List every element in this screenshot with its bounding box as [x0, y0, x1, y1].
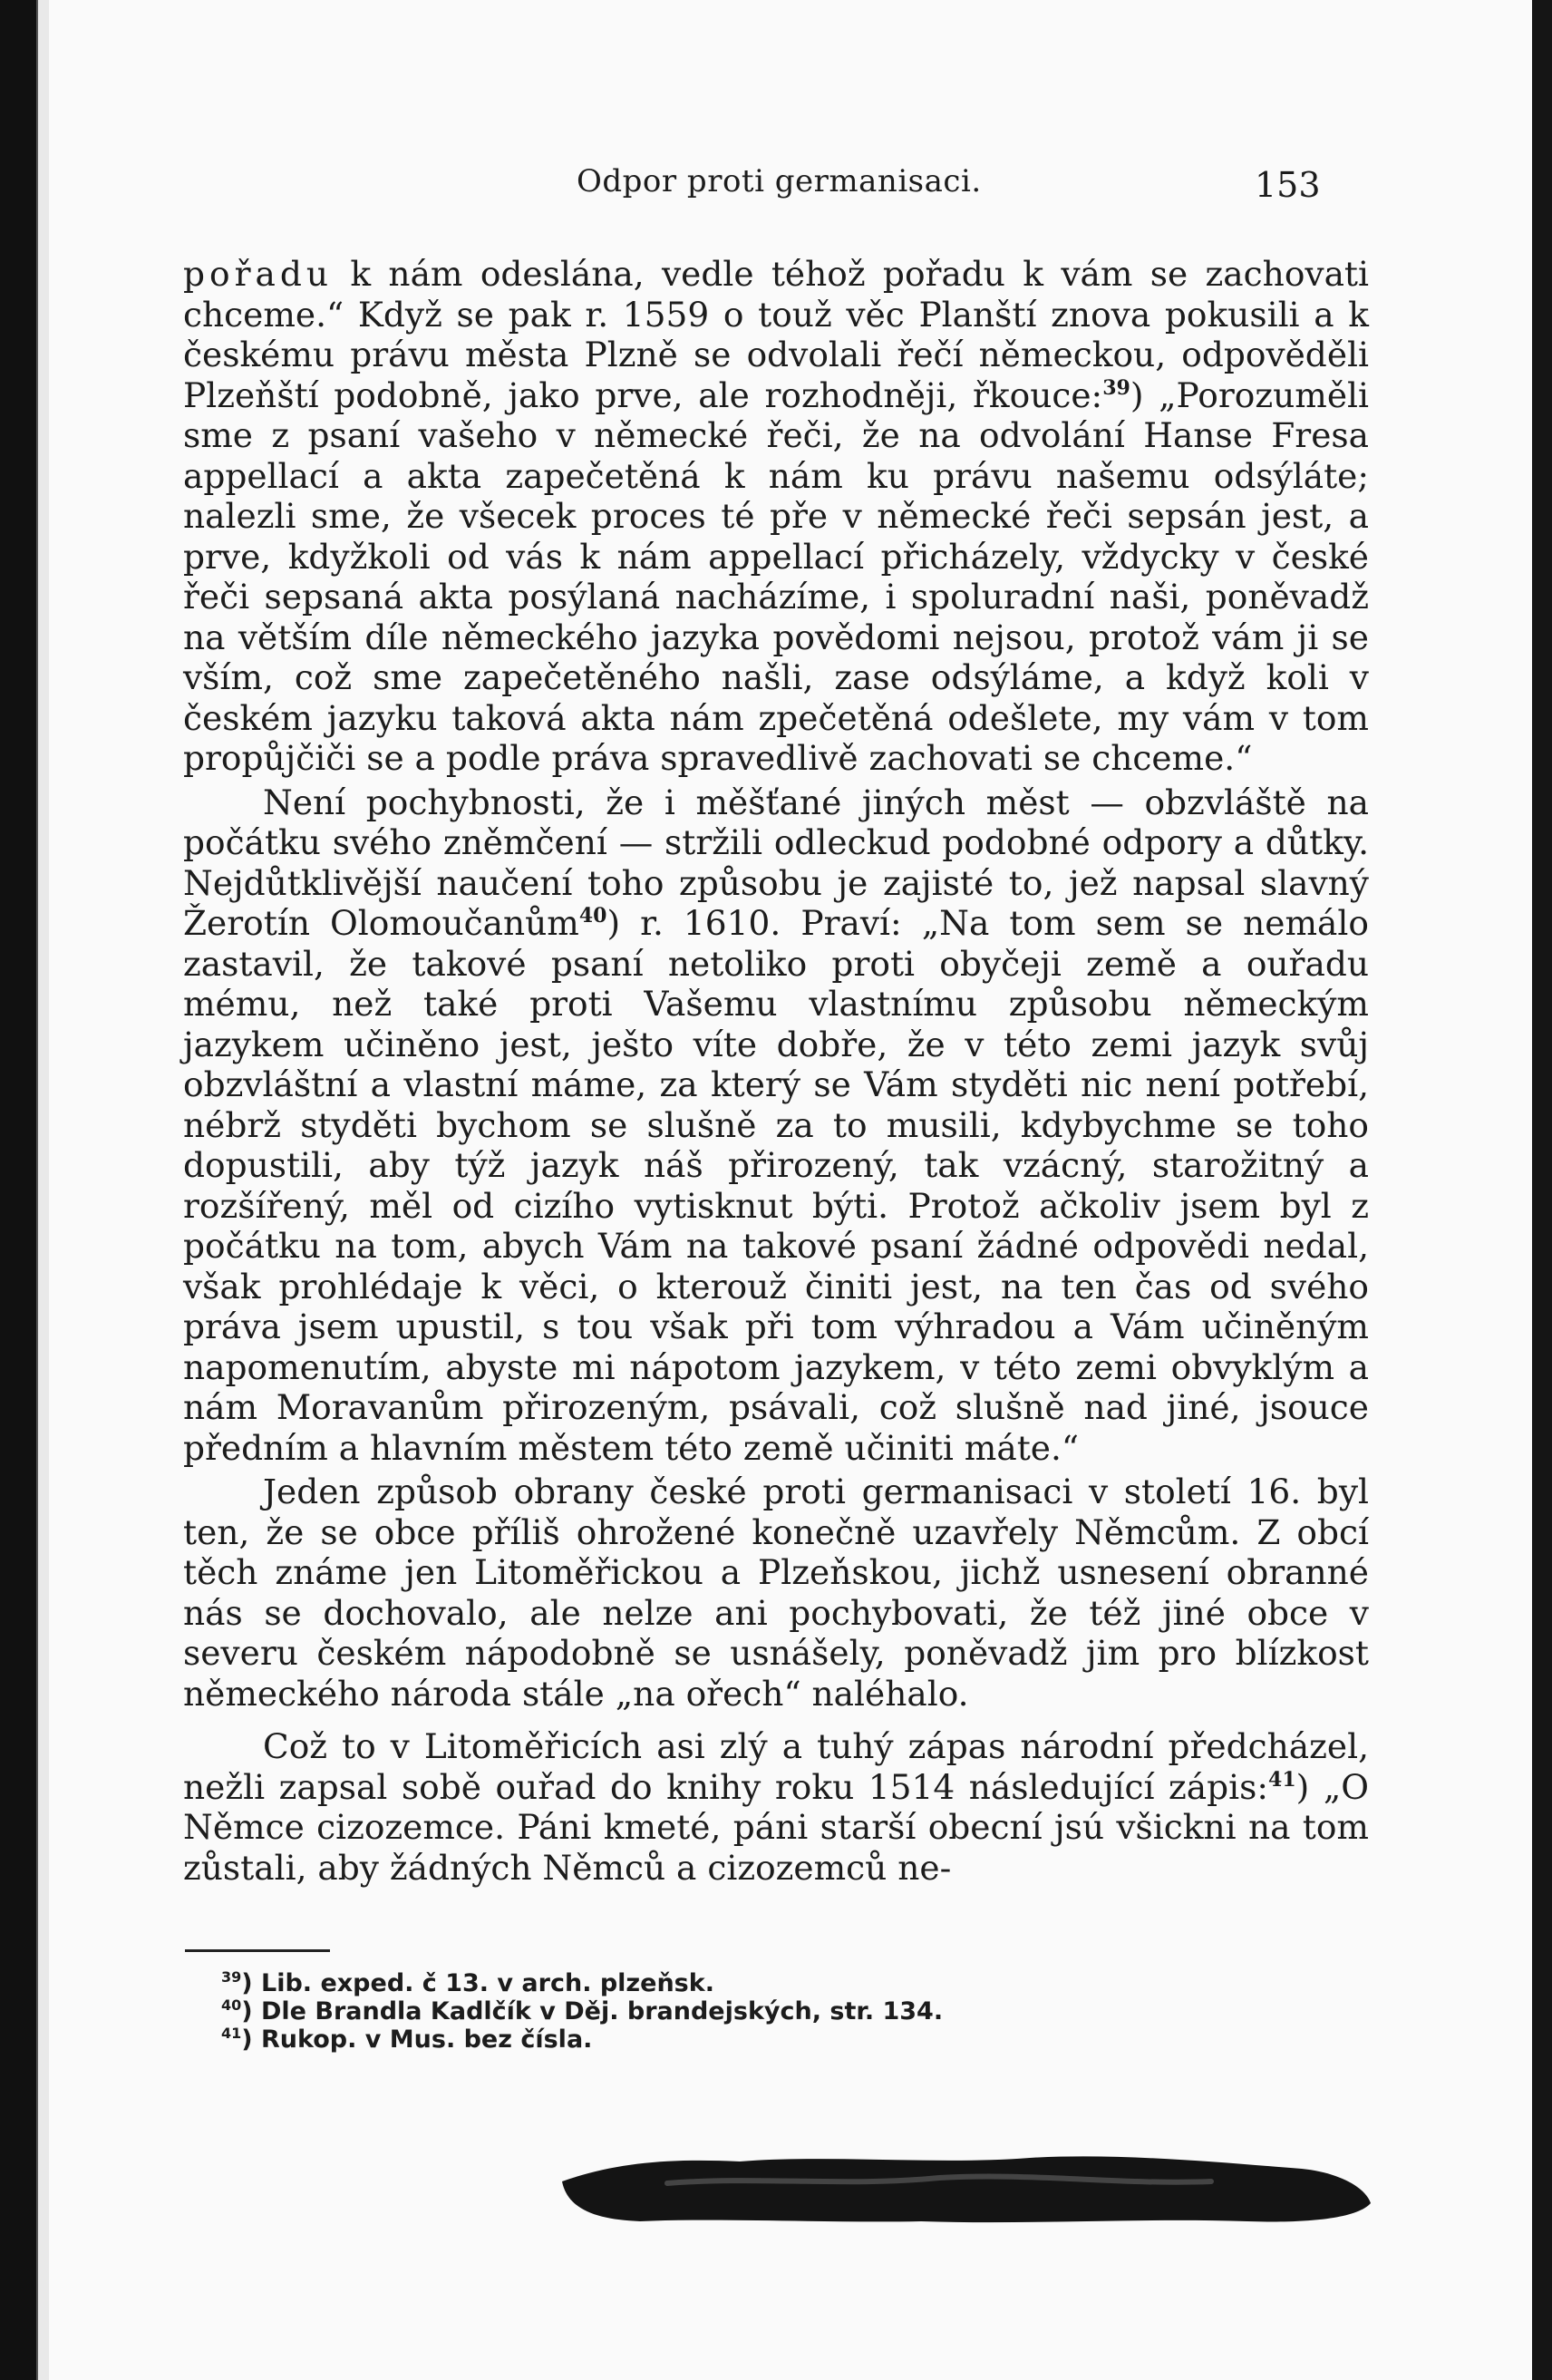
footnote-mark: 39 — [221, 1968, 242, 1986]
paragraph-2-text-b: r. 1610. Praví: „Na tom sem se nemálo zastavil, že takové psaní netoliko proti obyčeji země a ouřadu mému, než také proti Vašemu vlastnímu způsobu německým jazykem učiněno jest, ješto víte dobře, že v této zemi jazyk svůj obzvláštní a vlastní máme, za který se Vám styděti nic není potřebí, nébrž styděti bychom se slušně za to musili, kdybychme se toho dopustili, aby týž jazyk náš přirozený, tak vzácný, starožitný a rozšířený, měl od cizího vytisknut býti. Protož ačkoliv jsem byl z počátku na tom, abych Vám na takové psaní žádné odpovědi nedal, však prohlédaje k věci, o kterouž činiti jest, na ten čas od svého práva jsem upustil, s tou však při tom výhradou a Vám učiněným napomenutím, abyste mi nápotom jazykem, v této zemi obvyklým a nám Moravanům přirozeným, psávali, což slušně nad jiné, jsouce předním a hlavním městem této země učiniti máte.“ — [183, 903, 1369, 1468]
footnote-mark: 41 — [221, 2025, 242, 2042]
running-title: Odpor proti germanisaci. — [577, 163, 982, 199]
paragraph-1-quote: „Porozuměli sme z psaní vašeho v německé řeči, že na odvolání Hanse Fresa appellací a akta zapečetěná k nám ku právu našemu odsýláte; nalezli sme, že všecek proces té pře v německé řeči sepsán jest, a prve, kdyžkoli od vás k nám appellací přicházely, vždycky v české řeči sepsaná akta posýlaná nacházíme, i spoluradní naši, poněvadž na větším díle německého jazyka povědomi nejsou, protož vám ji se vším, což sme zapečetěného našli, zase odsýláme, a když koli v českém jazyku taková akta nám zpečetěná odešlete, my vám v tom propůjčiči se a podle práva spravedlivě zachovati se chceme.“ — [183, 374, 1369, 778]
scan-border-right — [1532, 0, 1552, 2380]
footnote-ref-39: 39 — [1102, 375, 1130, 400]
footnote-text: ) Lib. exped. č 13. v arch. plzeňsk. — [241, 1969, 714, 1997]
footnote-ref-40: 40 — [578, 904, 607, 928]
footnotes — [221, 1969, 1309, 2054]
footnote-text: ) Dle Brandla Kadlčík v Děj. brandejských, str. 134. — [241, 1997, 944, 2025]
paragraph-2-text-a: Není pochybnosti, že i měšťané jiných měst — obzvláště na počátku svého zněmčení — stržili odleckud podobné odpory a důtky. Nejdůtklivější naučení toho způsobu je zajisté to, jež napsal slavný Žerotín Olomoučanům — [183, 782, 1369, 943]
paragraph-4-text-a: Což to v Litoměřicích asi zlý a tuhý zápas národní předcházel, nežli zapsal sobě ouřad do knihy roku 1514 následující zápis: — [183, 1726, 1369, 1807]
footnote-40 — [221, 1997, 1309, 2025]
stamp-ink-stroke — [562, 2156, 1371, 2222]
paragraph-2: Není pochybnosti, že i měšťané jiných měst — obzvláště na počátku svého zněmčení — stržili odleckud podobné odpory a důtky. Nejdůtklivější naučení toho způsobu je zajisté to, jež napsal slavný Žerotín Olomoučanům$^{40}$) r. 1610. Praví: „Na tom sem se nemálo zastavil, že takové psaní netoliko proti obyčeji země a ouřadu mému, než také proti Vašemu vlastnímu způsobu německým jazykem učiněno jest, ješto víte dobře, že v této zemi jazyk svůj obzvláštní a vlastní máme, za který se Vám styděti nic není potřebí, nébrž styděti bychom se slušně za to musili, kdybychme se toho dopustili, aby týž jazyk náš přirozený, tak vzácný, starožitný a rozšířený, měl od cizího vytisknut býti. Protož ačkoliv jsem byl z počátku na tom, abych Vám na takové psaní žádné odpovědi nedal, však prohlédaje k věci, o kterouž činiti jest, na ten čas od svého práva jsem upustil, s tou však při tom výhradou a Vám učiněným napomenutím, abyste mi nápotom jazykem, v této zemi obvyklým a nám Moravanům přirozeným, psávali, což slušně nad jiné, jsouce předním a hlavním městem této země učiniti máte.“ — [183, 782, 1369, 1468]
paragraph-3: Jeden způsob obrany české proti germanisaci v století 16. byl ten, že se obce příliš ohrožené konečně uzavřely Němcům. Z obcí těch známe jen Litoměřickou a Plzeňskou, jichž usnesení obranné nás se dochovalo, ale nelze ani pochybovati, že též jiné obce v severu českém nápodobně se usnášely, poněvadž jim pro blízkost německého národa stále „na ořech“ naléhalo. — [183, 1472, 1369, 1714]
footnote-divider — [185, 1949, 330, 1952]
footnote-39 — [221, 1969, 1309, 1997]
footnote-text: ) Rukop. v Mus. bez čísla. — [241, 2025, 593, 2054]
emphasized-word: pořadu — [183, 254, 334, 294]
book-page — [49, 0, 1532, 2380]
library-stamp-mark — [558, 2145, 1376, 2229]
paragraph-1-text: k nám odeslána, vedle téhož pořadu k vám se zachovati chceme.“ Když se pak r. 1559 o touž věc Planští znova pokusili a k českému právu města Plzně se odvolali řečí německou, odpověděli Plzeňští podobně, jako prve, ale rozhodněji, řkouce: — [183, 254, 1369, 415]
footnote-ref-41: 41 — [1268, 1767, 1296, 1792]
paragraph-4-text-b: „O Němce cizozemce. Páni kmeté, páni starší obecní jsú všickni na tom zůstali, aby žádných Němců a cizozemců ne- — [183, 1766, 1369, 1888]
footnote-mark: 40 — [221, 1996, 242, 2014]
footnote-41 — [221, 2025, 1309, 2054]
page-number: 153 — [1255, 165, 1321, 205]
paragraph-1: pořadu k nám odeslána, vedle téhož pořadu k vám se zachovati chceme.“ Když se pak r. 1559 o touž věc Planští znova pokusili a k českému právu města Plzně se odvolali řečí německou, odpověděli Plzeňští podobně, jako prve, ale rozhodněji, řkouce:$^{39}$) „Porozuměli sme z psaní vašeho v německé řeči, že na odvolání Hanse Fresa appellací a akta zapečetěná k nám ku právu našemu odsýláte; nalezli sme, že všecek proces té pře v německé řeči sepsán jest, a prve, kdyžkoli od vás k nám appellací přicházely, vždycky v české řeči sepsaná akta posýlaná nacházíme, i spoluradní naši, poněvadž na větším díle německého jazyka povědomi nejsou, protož vám ji se vším, což sme zapečetěného našli, zase odsýláme, a když koli v českém jazyku taková akta nám zpečetěná odešlete, my vám v tom propůjčiči se a podle práva spravedlivě zachovati se chceme.“ — [183, 254, 1369, 778]
running-header — [49, 154, 1532, 209]
main-text — [183, 254, 1369, 1888]
paragraph-4: Což to v Litoměřicích asi zlý a tuhý zápas národní předcházel, nežli zapsal sobě ouřad do knihy roku 1514 následující zápis:$^{41}$) „O Němce cizozemce. Páni kmeté, páni starší obecní jsú všickni na tom zůstali, aby žádných Němců a cizozemců ne- — [183, 1726, 1369, 1888]
scan-border-left — [0, 0, 36, 2380]
